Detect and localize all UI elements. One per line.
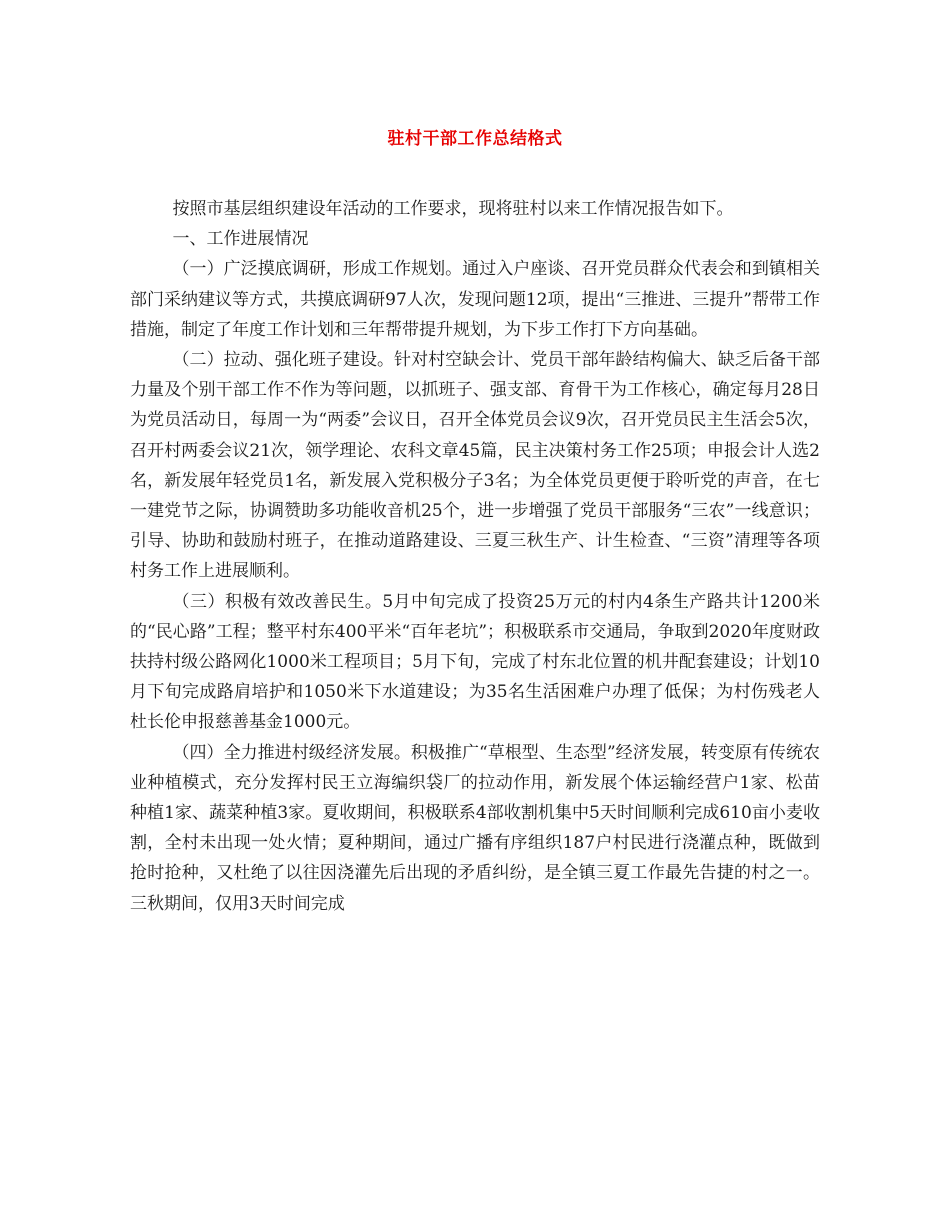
paragraph-economy: （四）全力推进村级经济发展。积极推广“草根型、生态型”经济发展，转变原有传统农业种植模式，充分发挥村民王立海编织袋厂的拉动作用，新发展个体运输经营户1家、松苗种植1家、蔬菜种植3家。夏收期间，积极联系4部收割机集中5天时间顺利完成610亩小麦收割，全村未出现一处火情；夏种期间，通过广播有序组织187户村民进行浇灌点种，既做到抢时抢种，又杜绝了以往因浇灌先后出现的矛盾纠纷，是全镇三夏工作最先告捷的村之一。三秋期间，仅用3天时间完成 (130, 742, 820, 914)
document-title: 驻村干部工作总结格式 (387, 129, 563, 149)
paragraph-team-building: （二）拉动、强化班子建设。针对村空缺会计、党员干部年龄结构偏大、缺乏后备干部力量及个别干部工作不作为等问题，以抓班子、强支部、育骨干为工作核心，确定每月28日为党员活动日，每周一为“两委”会议日，召开全体党员会议9次，召开党员民主生活会5次，召开村两委会议21次，领学理论、农科文章45篇，民主决策村务工作25项；申报会计人选2名，新发展年轻党员1名，新发展入党积极分子3名；为全体党员更便于聆听党的声音，在七一建党节之际，协调赞助多功能收音机25个，进一步增强了党员干部服务“三农”一线意识；引导、协助和鼓励村班子，在推动道路建设、三夏三秋生产、计生检查、“三资”清理等各项村务工作上进展顺利。 (130, 350, 820, 582)
paragraph-livelihood: （三）积极有效改善民生。5月中旬完成了投资25万元的村内4条生产路共计1200米的“民心路”工程；整平村东400平米“百年老坑”；积极联系市交通局，争取到2020年度财政扶持村级公路网化1000米工程项目；5月下旬，完成了村东北位置的机井配套建设；计划10月下旬完成路肩培护和1050米下水道建设；为35名生活困难户办理了低保；为村伤残老人杜长伦申报慈善基金1000元。 (130, 591, 820, 733)
document-body (130, 194, 820, 919)
section-heading: 一、工作进展情况 (172, 229, 309, 250)
paragraph-research: （一）广泛摸底调研，形成工作规划。通过入户座谈、召开党员群众代表会和到镇相关部门采纳建议等方式，共摸底调研97人次，发现问题12项，提出“三推进、三提升”帮带工作措施，制定了年度工作计划和三年帮带提升规划，为下步工作打下方向基础。 (130, 259, 820, 340)
intro-paragraph: 按照市基层组织建设年活动的工作要求，现将驻村以来工作情况报告如下。 (172, 199, 734, 219)
